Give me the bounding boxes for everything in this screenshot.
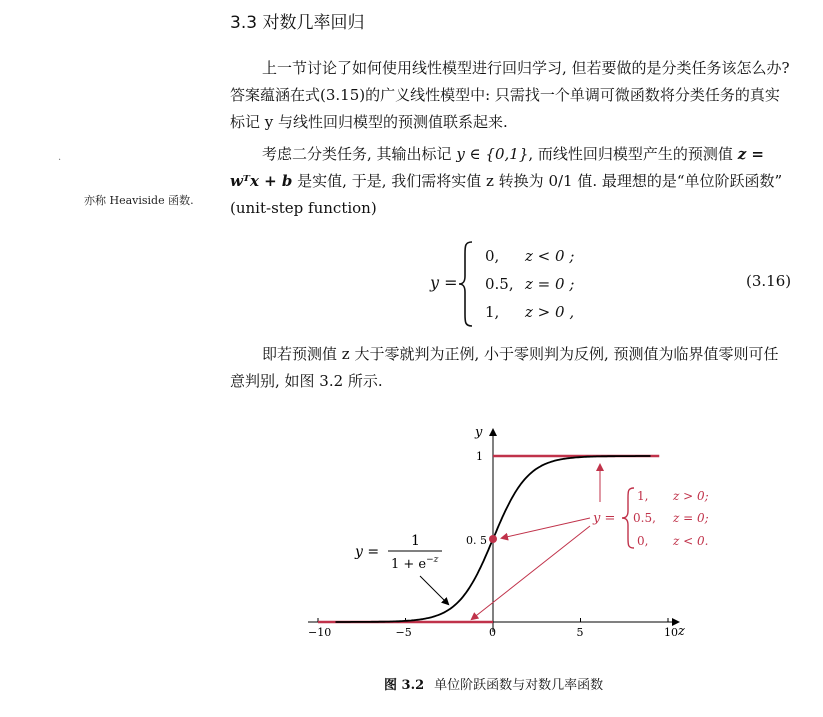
sigmoid-label-lhs: y = bbox=[355, 544, 380, 560]
x-axis-label: z bbox=[678, 624, 685, 639]
equation-cases bbox=[485, 242, 574, 326]
figure-caption bbox=[384, 674, 603, 693]
paragraph-3: 即若预测值 z 大于零就判为正例, 小于零则判为反例, 预测值为临界值零则可任意判别, 如图 3.2 所示. bbox=[230, 345, 779, 390]
step-label-lhs: y = bbox=[593, 511, 616, 526]
equation-lhs: y = bbox=[430, 273, 458, 292]
y-tick-label: 0. 5 bbox=[466, 534, 487, 547]
step-midpoint bbox=[489, 535, 497, 543]
sigmoid-step-chart bbox=[300, 418, 720, 648]
step-case-value: 1, bbox=[637, 489, 649, 503]
step-case-value: 0.5, bbox=[633, 511, 656, 525]
x-tick-label: 10 bbox=[664, 626, 678, 639]
x-tick-label: −10 bbox=[308, 626, 332, 639]
step-case-condition: z > 0; bbox=[673, 489, 709, 503]
paragraph-2: 考虑二分类任务, 其输出标记 y ∈ {0,1}, 而线性回归模型产生的预测值 z = wᵀx + b 是实值, 于是, 我们需将实值 z 转换为 0/1 值. 最理想的是“单位阶跃函数” (unit-step function) bbox=[230, 145, 783, 217]
margin-dot: . bbox=[58, 152, 62, 163]
paragraph-1: 上一节讨论了如何使用线性模型进行回归学习, 但若要做的是分类任务该怎么办? 答案蕴涵在式(3.15)的广义线性模型中: 只需找一个单调可微函数将分类任务的真实标记 y 与线性回归模型的预测值联系起来. bbox=[230, 59, 790, 131]
caption-text: 单位阶跃函数与对数几率函数 bbox=[434, 678, 604, 693]
section-heading: 3.3 对数几率回归 bbox=[230, 13, 365, 33]
y-axis-label: y bbox=[475, 425, 483, 440]
equation-case-row: 0.5, z = 0 ; bbox=[485, 275, 575, 293]
step-case-condition: z < 0. bbox=[673, 534, 709, 548]
equation-number: (3.16) bbox=[746, 272, 792, 290]
left-brace-icon bbox=[457, 240, 475, 328]
step-case-condition: z = 0; bbox=[673, 511, 709, 525]
step-pointer-mid bbox=[502, 518, 590, 538]
margin-note: 亦称 Heaviside 函数. bbox=[84, 194, 194, 207]
x-tick-label: 5 bbox=[576, 626, 584, 639]
figure-3-2 bbox=[300, 418, 720, 652]
equation-3-16 bbox=[430, 240, 630, 330]
step-case-value: 0, bbox=[637, 534, 649, 548]
sigmoid-denominator: $1 + e^{-z}$ bbox=[391, 555, 439, 572]
y-tick-label: 1 bbox=[476, 450, 483, 463]
equation-case-row: 1, z > 0 , bbox=[485, 303, 575, 321]
x-tick-label: −5 bbox=[395, 626, 412, 639]
sigmoid-pointer bbox=[420, 576, 448, 604]
equation-case-row: 0, z < 0 ; bbox=[485, 247, 575, 265]
sigmoid-numerator: 1 bbox=[411, 533, 420, 549]
caption-label: 图 3.2 bbox=[384, 678, 425, 693]
x-tick-label: 0 bbox=[489, 626, 496, 639]
